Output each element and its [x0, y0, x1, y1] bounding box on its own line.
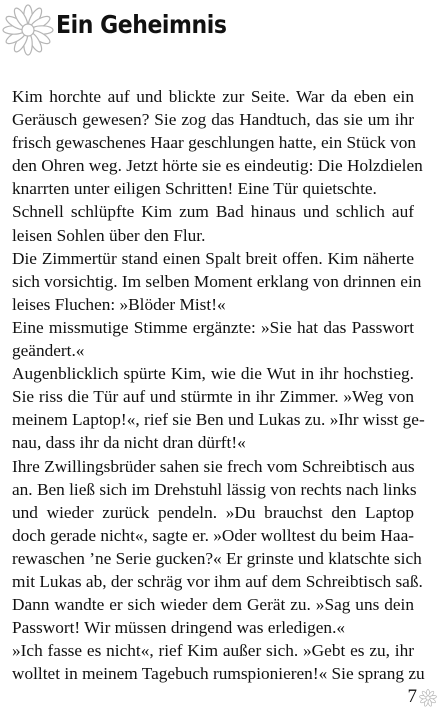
text-line: Sie riss die Tür auf und stürmte in ihr Zimmer. »Weg von	[12, 387, 414, 407]
page-footer	[377, 686, 437, 712]
text-line: meinem Laptop!«, rief sie Ben und Lukas zu. »Ihr wisst ge-	[12, 410, 425, 430]
text-line: leisen Sohlen über den Flur.	[12, 225, 206, 245]
text-line: sich vorsichtig. Im selben Moment erklang von drinnen ein	[12, 271, 422, 291]
text-line: und wieder zurück pendeln. »Du brauchst den Laptop	[12, 502, 414, 522]
text-line: frisch gewaschenes Haar geschlungen hatte, ein Stück von	[12, 133, 417, 153]
text-line: Augenblicklich spürte Kim, wie die Wut in ihr hochstieg.	[12, 364, 414, 384]
text-line: Kim horchte auf und blickte zur Seite. War da eben ein	[12, 87, 414, 106]
page-number: 7	[407, 686, 417, 707]
text-line: an. Ben ließ sich im Drehstuhl lässig von rechts nach links	[12, 479, 417, 499]
text-line: »Ich fasse es nicht«, rief Kim außer sich. »Gebt es zu, ihr	[12, 641, 414, 661]
text-line: rewaschen ’ne Serie gucken?« Er grinste und klatschte sich	[12, 548, 422, 568]
text-line: geändert.«	[12, 341, 85, 361]
text-line: Schnell schlüpfte Kim zum Bad hinaus und schlich auf	[12, 202, 414, 222]
text-line: Geräusch gewesen? Sie zog das Handtuch, das sie um ihr	[12, 110, 414, 130]
text-line: Dann wandte er sich wieder dem Gerät zu. »Sag uns dein	[12, 595, 414, 615]
text-line: nau, dass ihr da nicht dran dürft!«	[12, 433, 246, 453]
chapter-title: Ein Geheimnis	[56, 10, 227, 39]
text-line: wolltet in meinem Tagebuch rumspionieren!« Sie sprang zu	[12, 664, 425, 684]
text-line: mit Lukas ab, der schräg vor ihm auf dem Schreibtisch saß.	[12, 571, 423, 591]
text-line: doch gerade nicht«, sagte er. »Oder wolltest du beim Haa-	[12, 525, 414, 545]
text-line: Passwort! Wir müssen dringend was erledigen.«	[12, 618, 346, 638]
text-line: Die Zimmertür stand einen Spalt breit offen. Kim näherte	[12, 248, 414, 268]
flower-icon	[419, 689, 437, 707]
text-line: Ihre Zwillingsbrüder sahen sie frech vom Schreibtisch aus	[12, 456, 415, 476]
text-line: Eine missmutige Stimme ergänzte: »Sie hat das Passwort	[12, 317, 414, 337]
flower-icon	[2, 4, 54, 56]
text-line: leises Fluchen: »Blöder Mist!«	[12, 294, 226, 314]
body-text	[12, 85, 425, 685]
chapter-header	[0, 0, 443, 68]
text-line: den Ohren weg. Jetzt hörte sie es eindeutig: Die Holzdielen	[12, 156, 423, 176]
text-line: knarrten unter eiligen Schritten! Eine Tür quietschte.	[12, 179, 377, 199]
